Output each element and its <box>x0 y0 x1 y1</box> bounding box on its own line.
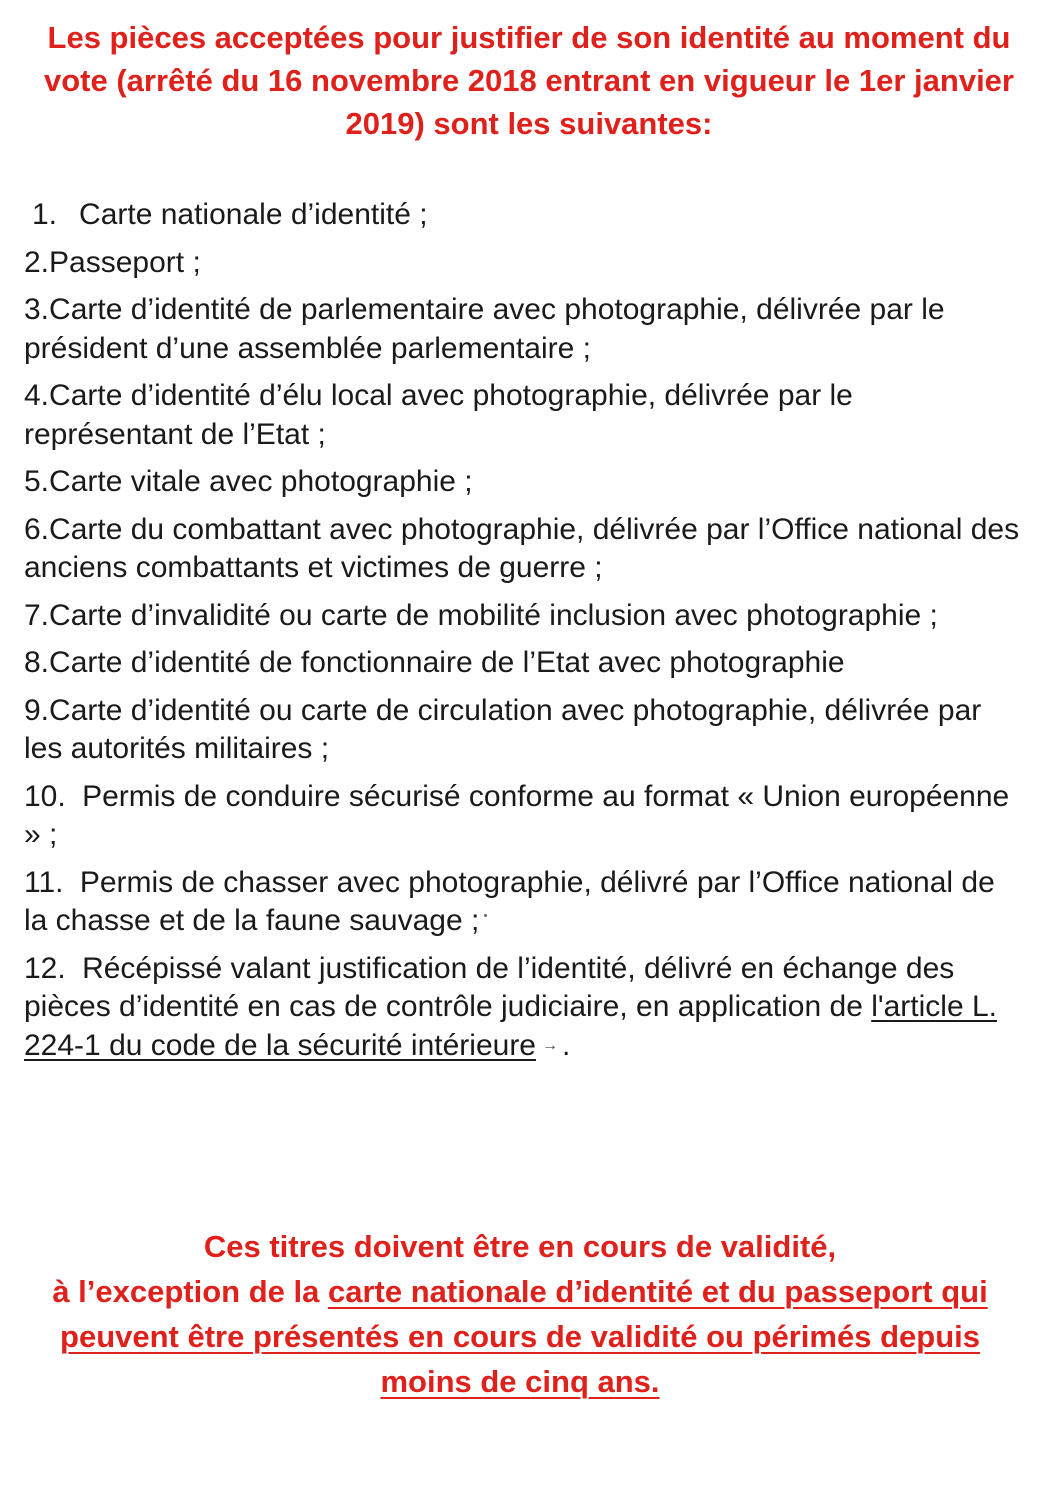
item-text: Carte nationale d’identité ; <box>79 198 428 231</box>
item-text: Carte vitale avec photographie ; <box>49 465 473 498</box>
validity-notice <box>20 1224 1020 1404</box>
item-number: 3. <box>24 293 50 326</box>
id-documents-list <box>24 196 1024 1075</box>
item-text: Carte d’identité de fonctionnaire de l’Etat avec photographie <box>49 646 845 679</box>
list-item <box>24 644 1024 683</box>
item-text: Permis de conduire sécurisé conforme au format « Union européenne » ; <box>24 779 1010 851</box>
item-text: Carte du combattant avec photographie, délivrée par l’Office national des anciens combattants et victimes de guerre ; <box>24 512 1020 584</box>
item-text: Récépissé valant justification de l’identité, délivré en échange des pièces d’identité en cas de contrôle judiciaire, en application de <box>24 951 955 1023</box>
item-number: 6. <box>24 512 50 546</box>
item-number: 7. <box>24 598 50 632</box>
item-text: Carte d’invalidité ou carte de mobilité inclusion avec photographie ; <box>49 598 938 632</box>
item-number: 1. <box>32 198 58 231</box>
list-item <box>24 864 1024 941</box>
item-number: 9. <box>24 693 50 727</box>
scan-speck <box>484 914 487 917</box>
page-heading: Les pièces acceptées pour justifier de son identité au moment du vote (arrêté du 16 novembre 2018 entrant en vigueur le 1er janvier 2019) sont les suivantes: <box>43 20 1014 141</box>
item-number: 12. <box>24 951 66 985</box>
list-item <box>24 692 1024 769</box>
item-number: 2. <box>24 245 50 279</box>
validity-underlined: carte nationale d’identité et du passeport qui peuvent être présentés en cours de validité ou périmés depuis moins de cinq ans. <box>60 1274 988 1399</box>
item-number: 4. <box>24 379 50 412</box>
item-tail: . <box>562 1028 571 1062</box>
list-item <box>24 291 1024 368</box>
validity-prefix: à l’exception de la <box>52 1274 328 1309</box>
list-item <box>24 778 1024 855</box>
item-text: Passeport ; <box>49 245 201 279</box>
item-number: 8. <box>24 646 50 679</box>
item-number: 11. <box>24 865 64 899</box>
item-text: Carte d’identité ou carte de circulation avec photographie, délivrée par les autorités militaires ; <box>24 693 982 765</box>
external-link-icon: → <box>542 1037 558 1055</box>
list-item <box>24 244 1024 283</box>
item-text: Carte d’identité d’élu local avec photographie, délivrée par le représentant de l’Etat ; <box>24 379 853 451</box>
item-number: 5. <box>24 465 50 498</box>
list-item <box>24 597 1024 636</box>
validity-line-1: Ces titres doivent être en cours de validité, <box>203 1229 837 1264</box>
item-number: 10. <box>24 779 66 813</box>
list-item <box>24 377 1024 454</box>
law-article-link[interactable]: l'article L. 224-1 du code de la sécurité intérieure <box>24 990 997 1062</box>
list-item <box>24 511 1024 588</box>
list-item <box>24 196 1024 235</box>
list-item <box>24 463 1024 502</box>
item-text: Permis de chasser avec photographie, délivré par l’Office national de la chasse et de la faune sauvage ; <box>24 865 995 937</box>
item-text: Carte d’identité de parlementaire avec photographie, délivrée par le président d’une assemblée parlementaire ; <box>24 293 945 365</box>
list-item <box>24 950 1024 1066</box>
